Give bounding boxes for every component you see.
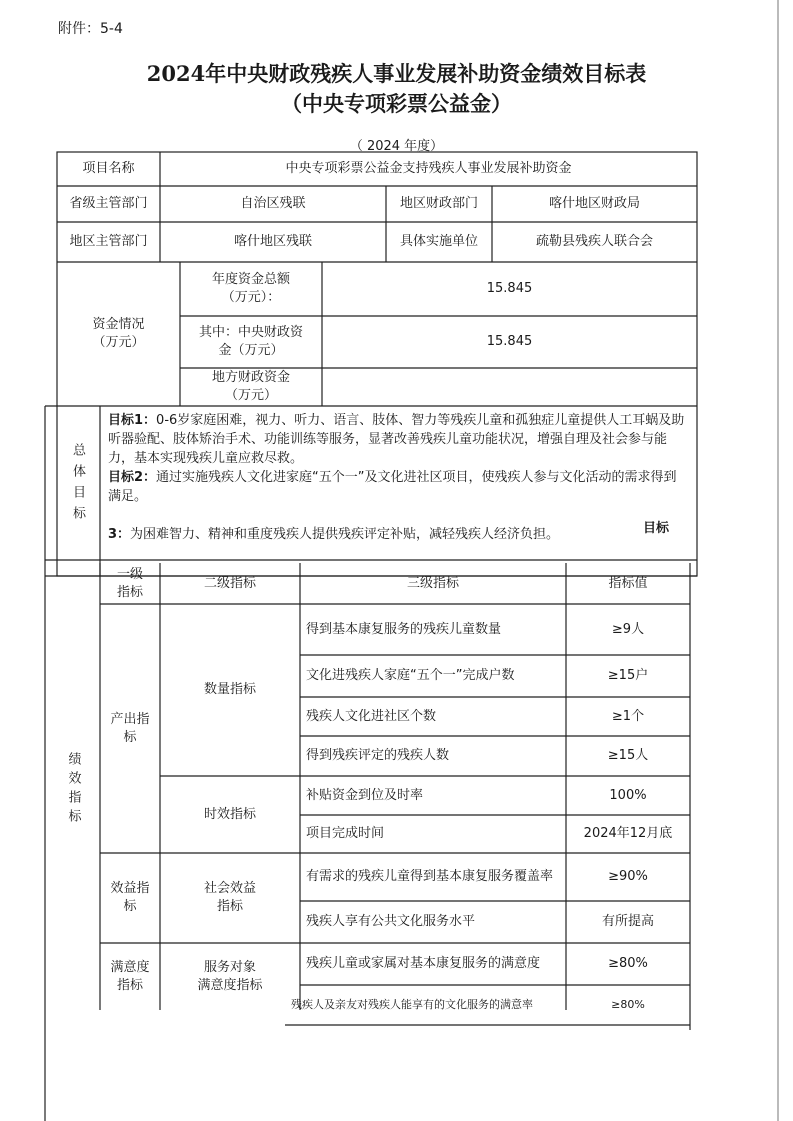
funds-label: 资金情况 （万元） bbox=[92, 317, 145, 350]
header-level1: 一级 指标 bbox=[116, 566, 143, 600]
table-row-name: 残疾人享有公共文化服务水平 bbox=[306, 914, 476, 929]
table-row-name: 得到基本康复服务的残疾儿童数量 bbox=[306, 621, 502, 637]
province-dept-value: 自治区残联 bbox=[240, 196, 306, 211]
group-quantity: 数量指标 bbox=[203, 682, 256, 697]
table-row-value: ≥15人 bbox=[607, 748, 649, 763]
impl-unit-label: 具体实施单位 bbox=[399, 234, 478, 249]
page-subtitle: （中央专项彩票公益金） bbox=[281, 91, 512, 116]
table-row-name: 残疾人及亲友对残疾人能享有的文化服务的满意率 bbox=[291, 998, 533, 1011]
table-row-value: ≥9人 bbox=[611, 621, 645, 637]
group-social: 社会效益 指标 bbox=[203, 881, 256, 914]
table-row-name: 文化进残疾人家庭“五个一”完成户数 bbox=[306, 668, 515, 683]
project-name-label: 项目名称 bbox=[82, 161, 135, 176]
funds-total-value: 15.845 bbox=[486, 281, 533, 296]
region-finance-value: 喀什地区财政局 bbox=[548, 196, 640, 211]
header-value: 指标值 bbox=[608, 575, 648, 591]
region-finance-label: 地区财政部门 bbox=[399, 196, 478, 211]
group-output: 产出指 标 bbox=[110, 711, 150, 745]
header-level3: 三级指标 bbox=[406, 575, 459, 591]
table-row-value: 100% bbox=[609, 787, 647, 803]
table-row-name: 残疾儿童或家属对基本康复服务的满意度 bbox=[306, 956, 541, 971]
fiscal-year: （ 2024 年度） bbox=[349, 139, 444, 154]
funds-local-value bbox=[322, 368, 697, 406]
group-timeliness: 时效指标 bbox=[203, 806, 256, 822]
goal-3-mark: 目标 bbox=[643, 521, 670, 536]
overall-goal-label: 总体目标 bbox=[70, 443, 85, 527]
impl-unit-value: 疏勒县残疾人联合会 bbox=[535, 234, 653, 249]
table-row-value: 有所提高 bbox=[601, 914, 654, 929]
goal-1: 目标1：0-6岁家庭困难，视力、听力、语言、肢体、智力等残疾儿童和孤独症儿童提供人工耳蜗及助听器验配、肢体矫治手术、功能训练等服务，显著改善残疾儿童功能状况，增强自理及社会参与能力，基本实现残疾儿童应救尽救。 bbox=[108, 413, 685, 466]
funds-total-label: 年度资金总额 （万元）： bbox=[211, 272, 290, 305]
table-row-value: ≥90% bbox=[608, 869, 648, 884]
attachment-label: 附件：5-4 bbox=[58, 21, 123, 37]
goal-2: 目标2：通过实施残疾人文化进家庭“五个一”及文化进社区项目，使残疾人参与文化活动的需求得到满足。 bbox=[108, 470, 677, 504]
header-level2: 二级指标 bbox=[203, 575, 256, 591]
project-name-value: 中央专项彩票公益金支持残疾人事业发展补助资金 bbox=[285, 161, 572, 176]
table-row-name: 得到残疾评定的残疾人数 bbox=[306, 748, 450, 763]
region-dept-value: 喀什地区残联 bbox=[233, 234, 312, 249]
province-dept-label: 省级主管部门 bbox=[69, 196, 148, 211]
table-row-value: ≥15户 bbox=[607, 668, 649, 683]
table-row-name: 残疾人文化进社区个数 bbox=[306, 708, 437, 724]
group-service: 服务对象 满意度指标 bbox=[197, 959, 263, 993]
group-benefit: 效益指 标 bbox=[110, 881, 150, 914]
table-row-name: 项目完成时间 bbox=[306, 826, 385, 841]
table-row-name: 补贴资金到位及时率 bbox=[306, 787, 424, 803]
table-row-value: ≥80% bbox=[608, 956, 648, 971]
table-row-name: 有需求的残疾儿童得到基本康复服务覆盖率 bbox=[306, 869, 554, 884]
table-row-value: 2024年12月底 bbox=[583, 826, 673, 841]
group-satisfaction: 满意度 指标 bbox=[110, 959, 150, 993]
funds-local-label: 地方财政资金 （万元） bbox=[211, 370, 290, 403]
overall-goal-text bbox=[108, 411, 688, 544]
table-row-value: ≥1个 bbox=[611, 708, 645, 724]
region-dept-label: 地区主管部门 bbox=[69, 234, 148, 249]
performance-indicator-label: 绩效指标 bbox=[65, 752, 81, 828]
funds-central-value: 15.845 bbox=[486, 334, 533, 349]
table-row-value: ≥80% bbox=[611, 998, 645, 1011]
funds-central-label: 其中：中央财政资 金（万元） bbox=[198, 325, 303, 358]
page-title: 2024年中央财政残疾人事业发展补助资金绩效目标表 bbox=[146, 61, 647, 86]
goal-3: 3：为困难智力、精神和重度残疾人提供残疾评定补贴，减轻残疾人经济负担。 bbox=[108, 527, 560, 542]
